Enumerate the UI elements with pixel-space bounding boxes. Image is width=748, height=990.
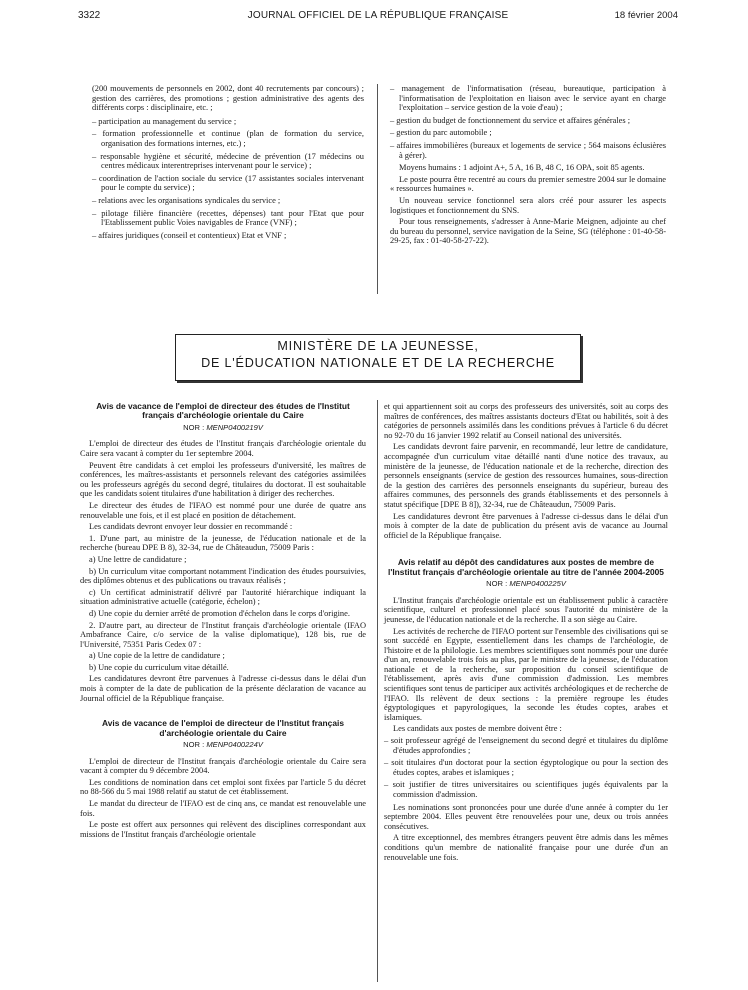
paragraph: 2. D'autre part, au directeur de l'Institut français d'archéologie orientale (IFAO Ambafrance Caire, c/o service de la valise diplomatique), 128 bis, rue de l'Université, 75351 Paris Cedex 07 : <box>80 620 366 649</box>
list-item: – soit titulaires d'un doctorat pour la section égyptologique ou pour la section des études coptes, arabes et islamiques ; <box>384 758 668 777</box>
paragraph: Un nouveau service fonctionnel sera alors créé pour assurer les aspects logistiques et fonctionnement du SNS. <box>390 195 666 215</box>
top-left-column <box>92 84 364 243</box>
list-item: – affaires immobilières (bureaux et logements de service ; 564 maisons éclusières à gérer). <box>390 140 666 160</box>
paragraph: b) Un curriculum vitae comportant notamment l'indication des études poursuivies, des diplômes obtenus et des publications ou travaux réalisés ; <box>80 566 366 586</box>
nor-code: MENP0400224V <box>206 740 263 750</box>
paragraph: L'Institut français d'archéologie orientale est un établissement public à caractère scientifique, culturel et professionnel placé sous l'autorité du ministère de la jeunesse, de l'éducation nationale et de la recherche. Il a son siège au Caire. <box>384 595 668 624</box>
paragraph: Le mandat du directeur de l'IFAO est de cinq ans, ce mandat est renouvelable une fois. <box>80 799 366 818</box>
paragraph: a) Une copie de la lettre de candidature ; <box>89 651 225 661</box>
top-right-column <box>390 84 666 248</box>
paragraph: Moyens humains : 1 adjoint A+, 5 A, 16 B, 48 C, 16 OPA, soit 85 agents. <box>399 163 645 173</box>
paragraph: Les nominations sont prononcées pour une durée d'une année à compter du 1er septembre 2004. Elles peuvent être renouvelées pour une, deux ou trois années consécutives. <box>384 802 668 831</box>
list-item: – participation au management du service ; <box>92 116 237 126</box>
bottom-right-column <box>384 402 668 864</box>
nor-reference <box>80 423 366 433</box>
nor-code: MENP0400219V <box>206 422 263 432</box>
paragraph: L'emploi de directeur de l'Institut français d'archéologie orientale du Caire sera vacant à compter du 9 décembre 2004. <box>80 756 366 776</box>
nor-reference <box>80 740 366 750</box>
ministry-heading-line: MINISTÈRE DE LA JEUNESSE, <box>277 339 479 353</box>
list-item: – coordination de l'action sociale du service (17 assistantes sociales intervenant pour le compte du service) ; <box>92 173 364 193</box>
bottom-left-column <box>80 402 366 841</box>
list-item: – soit professeur agrégé de l'enseignement du second degré et titulaires du diplôme d'études approfondies ; <box>384 736 668 755</box>
nor-label: NOR : <box>486 579 510 589</box>
notice-title: Avis relatif au dépôt des candidatures aux postes de membre de l'Institut français d'archéologie orientale au titre de l'année 2004-2005 <box>388 557 664 577</box>
paragraph: 1. D'une part, au ministre de la jeunesse, de l'éducation nationale et de la recherche (bureau DPE B 8), 32-34, rue de Châteaudun, 75009 Paris : <box>80 533 366 553</box>
list-item: – responsable hygiène et sécurité, médecine de prévention (17 médecins ou centres médicaux interentreprises intervenant pour le service) ; <box>92 151 364 171</box>
list-item: – pilotage filière financière (recettes, dépenses) tant pour l'Etat que pour l'Etablissement public Voies navigables de France (VNF) ; <box>92 208 364 228</box>
nor-label: NOR : <box>183 422 207 432</box>
paragraph: Les activités de recherche de l'IFAO portent sur l'ensemble des civilisations qui se sont succédé en Egypte, essentiellement dans les champs de l'archéologie, de l'histoire et de la philologie. Les membres scientifiques sont nommés pour une durée d'un an, renouvelable trois fois au plus, par le ministre de la jeunesse, de l'éducation nationale et de la recherche, sur proposition du conseil scientifique de l'établissement, après avis d'une commission d'admission. Les membres scientifiques sont tenus de participer aux activités archéologiques et de recherche de l'IFAO. Ils relèvent de deux sections : la première regroupe les études égyptologiques et papyrologiques, la seconde les études coptes, arabes et islamiques. <box>384 626 668 722</box>
list-item: – management de l'informatisation (réseau, bureautique, participation à l'informatisation de l'exploitation en liaison avec le service ayant en charge l'exploitation – service gestion de la voie d'eau) ; <box>390 84 666 113</box>
issue-date: 18 février 2004 <box>614 10 678 21</box>
paragraph: (200 mouvements de personnels en 2002, dont 40 recrutements par concours) ; gestion des carrières, des promotions ; gestion administrative des agents des différents corps : disciplinaire, etc. ; <box>92 84 364 113</box>
paragraph: A titre exceptionnel, des membres étrangers peuvent être admis dans les mêmes conditions qu'un membre de nationalité française pour une durée d'un an renouvelable une fois. <box>384 833 668 862</box>
paragraph: Les candidatures devront être parvenues à l'adresse ci-dessus dans le délai d'un mois à compter de la date de publication du présent avis de vacance au Journal officiel de la République française. <box>384 511 668 540</box>
column-rule-bottom <box>377 400 378 982</box>
nor-label: NOR : <box>183 740 207 750</box>
nor-code: MENP0400225V <box>509 579 566 589</box>
paragraph: Peuvent être candidats à cet emploi les professeurs d'université, les maîtres de conférences, les maîtres-assistants et personnels relevant des catégories assimilées ou les professeurs agrégés du second degré, titulaires du doctorat. Il est souhaitable que les candidats soient titulaires d'une habilitation à diriger des recherches. <box>80 460 366 499</box>
page-header <box>78 10 678 24</box>
paragraph: b) Une copie du curriculum vitae détaillé. <box>89 662 229 672</box>
paragraph: Les candidatures devront être parvenues à l'adresse ci-dessus dans le délai d'un mois à compter de la date de publication de la présente déclaration de vacance au Journal officiel de la République française. <box>80 674 366 703</box>
paragraph: c) Un certificat administratif délivré par l'autorité hiérarchique indiquant la situation administrative actuelle (catégorie, échelon) ; <box>80 587 366 607</box>
column-rule-top <box>377 84 378 294</box>
list-item: – relations avec les organisations syndicales du service ; <box>92 195 281 205</box>
paragraph: Pour tous renseignements, s'adresser à Anne-Marie Meignen, adjointe au chef du bureau du personnel, service navigation de la Seine, SG (téléphone : 01-40-58-29-25, fax : 01-40-58-27-22). <box>390 217 666 246</box>
paragraph: Les candidats devront envoyer leur dossier en recommandé : <box>89 522 293 532</box>
paragraph: a) Une lettre de candidature ; <box>89 554 187 564</box>
notice-title: Avis de vacance de l'emploi de directeur des études de l'Institut français d'archéologie orientale du Caire <box>96 401 350 421</box>
nor-reference <box>384 579 668 589</box>
paragraph: L'emploi de directeur des études de l'Institut français d'archéologie orientale du Caire sera vacant à compter du 1er septembre 2004. <box>80 439 366 458</box>
journal-title: JOURNAL OFFICIEL DE LA RÉPUBLIQUE FRANÇAISE <box>247 10 509 21</box>
paragraph: Les candidats devront faire parvenir, en recommandé, leur lettre de candidature, accompagnée d'un curriculum vitae détaillé nanti d'une notice des travaux, au ministère de la jeunesse, de l'éducation nationale et de la recherche, direction des personnels enseignants (service de gestion des ressources humaines, sous-direction de la gestion des carrières des personnels enseignants du supérieur, bureau des affaires communes, des personnels des grands établissements et des personnels à statut spécifique [DPE B 8]), 32-34, rue de Châteaudun, 75009 Paris. <box>384 442 668 509</box>
paragraph: Les candidats aux postes de membre doivent être : <box>393 724 562 734</box>
list-item: – soit justifier de titres universitaires ou scientifiques jugés équivalents par la commission d'admission. <box>384 780 668 799</box>
list-item: – gestion du budget de fonctionnement du service et affaires générales ; <box>390 115 631 125</box>
paragraph: Le poste est offert aux personnes qui relèvent des disciplines correspondant aux missions de l'Institut français d'archéologie orientale <box>80 820 366 839</box>
list-item: – formation professionnelle et continue (plan de formation du service, organisation des formations internes, etc.) ; <box>92 129 364 148</box>
ministry-heading-box <box>175 334 581 381</box>
list-item: – affaires juridiques (conseil et contentieux) Etat et VNF ; <box>92 230 287 240</box>
notice-title: Avis de vacance de l'emploi de directeur de l'Institut français d'archéologie orientale du Caire <box>102 718 344 738</box>
paragraph: Les conditions de nomination dans cet emploi sont fixées par l'article 5 du décret no 88-566 du 5 mai 1988 relatif au statut de cet établissement. <box>80 777 366 797</box>
ministry-heading-line: DE L'ÉDUCATION NATIONALE ET DE LA RECHERCHE <box>201 356 555 370</box>
paragraph: Le poste pourra être recentré au cours du premier semestre 2004 sur le domaine « ressources humaines ». <box>390 174 666 194</box>
list-item: – gestion du parc automobile ; <box>390 128 492 138</box>
page-number: 3322 <box>78 10 101 21</box>
paragraph: d) Une copie du dernier arrêté de promotion d'échelon dans le corps d'origine. <box>89 608 350 618</box>
paragraph: Le directeur des études de l'IFAO est nommé pour une durée de quatre ans renouvelable une fois, et il est placé en position de détachement. <box>80 500 366 520</box>
paragraph: et qui appartiennent soit au corps des professeurs des universités, soit au corps des maîtres de conférences, des maîtres assistants docteurs d'Etat ou habilités, soit à des catégories de personnels assimilés dans les conditions prévues à l'article 6 du décret no 92-70 du 16 janvier 1992 relatif au Conseil national des universités. <box>384 402 668 440</box>
